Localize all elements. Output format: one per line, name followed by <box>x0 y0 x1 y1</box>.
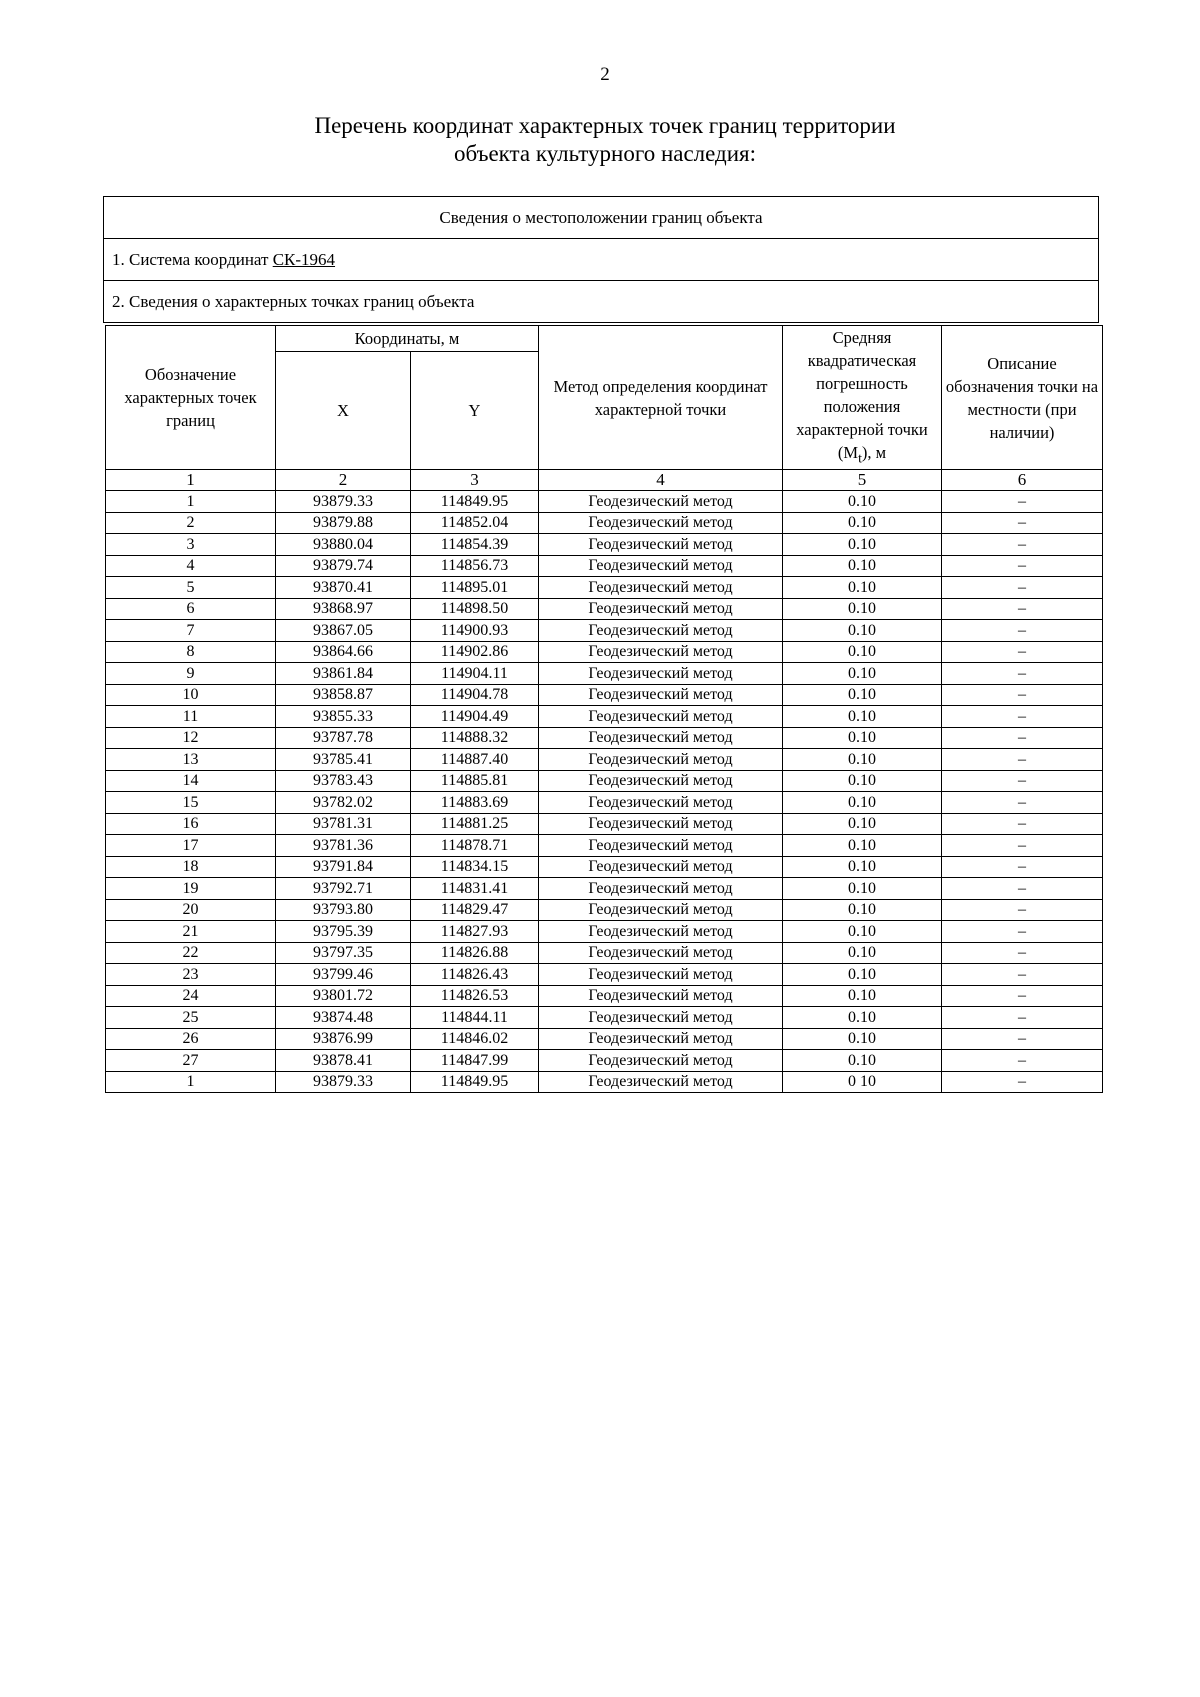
table-row <box>106 835 1103 857</box>
rms-error-cell: 0.10 <box>783 1007 942 1029</box>
table-row <box>106 706 1103 728</box>
x-coordinate-cell: 93795.39 <box>276 921 411 943</box>
y-coordinate-cell: 114849.95 <box>411 1071 539 1093</box>
method-cell: Геодезический метод <box>539 1007 783 1029</box>
y-coordinate-cell: 114900.93 <box>411 620 539 642</box>
rms-error-cell: 0.10 <box>783 663 942 685</box>
object-info-table <box>103 196 1099 323</box>
x-coordinate-cell: 93879.88 <box>276 512 411 534</box>
point-id-cell: 22 <box>106 942 276 964</box>
method-cell: Геодезический метод <box>539 1050 783 1072</box>
description-cell: – <box>942 577 1103 599</box>
method-cell: Геодезический метод <box>539 684 783 706</box>
point-id-cell: 23 <box>106 964 276 986</box>
method-cell: Геодезический метод <box>539 1028 783 1050</box>
method-cell: Геодезический метод <box>539 856 783 878</box>
method-cell: Геодезический метод <box>539 835 783 857</box>
y-coordinate-cell: 114887.40 <box>411 749 539 771</box>
y-coordinate-cell: 114885.81 <box>411 770 539 792</box>
method-cell: Геодезический метод <box>539 512 783 534</box>
y-coordinate-cell: 114844.11 <box>411 1007 539 1029</box>
point-id-cell: 16 <box>106 813 276 835</box>
y-coordinate-cell: 114826.88 <box>411 942 539 964</box>
description-cell: – <box>942 792 1103 814</box>
method-cell: Геодезический метод <box>539 749 783 771</box>
rms-error-cell: 0.10 <box>783 641 942 663</box>
table-row <box>106 792 1103 814</box>
method-cell: Геодезический метод <box>539 964 783 986</box>
table-row <box>106 921 1103 943</box>
description-cell: – <box>942 749 1103 771</box>
description-cell: – <box>942 684 1103 706</box>
x-coordinate-cell: 93879.33 <box>276 491 411 513</box>
rms-error-cell: 0.10 <box>783 921 942 943</box>
table-row <box>106 598 1103 620</box>
table-row <box>106 1050 1103 1072</box>
x-coordinate-cell: 93781.36 <box>276 835 411 857</box>
x-coordinate-cell: 93874.48 <box>276 1007 411 1029</box>
info-header: Сведения о местоположении границ объекта <box>104 197 1099 239</box>
rms-error-cell: 0 10 <box>783 1071 942 1093</box>
y-coordinate-cell: 114831.41 <box>411 878 539 900</box>
x-coordinate-cell: 93787.78 <box>276 727 411 749</box>
description-cell: – <box>942 1007 1103 1029</box>
rms-error-cell: 0.10 <box>783 942 942 964</box>
document-title-line-2: объекта культурного наследия: <box>453 141 757 166</box>
method-cell: Геодезический метод <box>539 942 783 964</box>
point-id-cell: 13 <box>106 749 276 771</box>
column-number: 3 <box>411 470 539 491</box>
header-method: Метод определения координат характерной точки <box>539 326 783 470</box>
rms-error-cell: 0.10 <box>783 684 942 706</box>
rms-error-cell: 0.10 <box>783 727 942 749</box>
point-id-cell: 18 <box>106 856 276 878</box>
table-row <box>106 1028 1103 1050</box>
method-cell: Геодезический метод <box>539 555 783 577</box>
coord-system-value: СК-1964 <box>272 249 336 269</box>
description-cell: – <box>942 491 1103 513</box>
rms-error-cell: 0.10 <box>783 555 942 577</box>
table-row <box>106 1071 1103 1093</box>
rms-error-cell: 0.10 <box>783 706 942 728</box>
header-x: X <box>276 351 411 469</box>
description-cell: – <box>942 985 1103 1007</box>
table-row <box>106 813 1103 835</box>
method-cell: Геодезический метод <box>539 491 783 513</box>
table-row <box>106 727 1103 749</box>
rms-error-cell: 0.10 <box>783 878 942 900</box>
description-cell: – <box>942 835 1103 857</box>
y-coordinate-cell: 114834.15 <box>411 856 539 878</box>
table-row <box>106 663 1103 685</box>
rms-error-cell: 0.10 <box>783 620 942 642</box>
method-cell: Геодезический метод <box>539 878 783 900</box>
x-coordinate-cell: 93791.84 <box>276 856 411 878</box>
x-coordinate-cell: 93783.43 <box>276 770 411 792</box>
x-coordinate-cell: 93864.66 <box>276 641 411 663</box>
description-cell: – <box>942 856 1103 878</box>
point-id-cell: 6 <box>106 598 276 620</box>
table-row <box>106 620 1103 642</box>
y-coordinate-cell: 114849.95 <box>411 491 539 513</box>
point-id-cell: 11 <box>106 706 276 728</box>
x-coordinate-cell: 93797.35 <box>276 942 411 964</box>
point-id-cell: 25 <box>106 1007 276 1029</box>
header-rms-prefix: Средняя квадратическая погрешность положения характерной точки (M <box>796 328 928 462</box>
method-cell: Геодезический метод <box>539 534 783 556</box>
x-coordinate-cell: 93793.80 <box>276 899 411 921</box>
rms-error-cell: 0.10 <box>783 899 942 921</box>
x-coordinate-cell: 93880.04 <box>276 534 411 556</box>
description-cell: – <box>942 964 1103 986</box>
y-coordinate-cell: 114826.53 <box>411 985 539 1007</box>
y-coordinate-cell: 114898.50 <box>411 598 539 620</box>
x-coordinate-cell: 93799.46 <box>276 964 411 986</box>
y-coordinate-cell: 114852.04 <box>411 512 539 534</box>
rms-error-cell: 0.10 <box>783 749 942 771</box>
point-id-cell: 10 <box>106 684 276 706</box>
description-cell: – <box>942 878 1103 900</box>
x-coordinate-cell: 93858.87 <box>276 684 411 706</box>
y-coordinate-cell: 114826.43 <box>411 964 539 986</box>
x-coordinate-cell: 93876.99 <box>276 1028 411 1050</box>
rms-error-cell: 0.10 <box>783 1050 942 1072</box>
table-row <box>106 512 1103 534</box>
y-coordinate-cell: 114856.73 <box>411 555 539 577</box>
method-cell: Геодезический метод <box>539 1071 783 1093</box>
point-id-cell: 8 <box>106 641 276 663</box>
method-cell: Геодезический метод <box>539 770 783 792</box>
table-row <box>106 942 1103 964</box>
table-row <box>106 555 1103 577</box>
y-coordinate-cell: 114904.78 <box>411 684 539 706</box>
points-section-label: 2. Сведения о характерных точках границ объекта <box>104 281 1099 323</box>
description-cell: – <box>942 663 1103 685</box>
column-numbers-row <box>106 470 1103 491</box>
table-row <box>106 856 1103 878</box>
y-coordinate-cell: 114854.39 <box>411 534 539 556</box>
rms-error-cell: 0.10 <box>783 491 942 513</box>
rms-error-cell: 0.10 <box>783 985 942 1007</box>
method-cell: Геодезический метод <box>539 813 783 835</box>
coord-system-label: 1. Система координат <box>112 249 273 269</box>
point-id-cell: 1 <box>106 1071 276 1093</box>
header-coordinates: Координаты, м <box>276 326 539 352</box>
header-designation: Обозначение характерных точек границ <box>106 326 276 470</box>
table-row <box>106 534 1103 556</box>
y-coordinate-cell: 114827.93 <box>411 921 539 943</box>
x-coordinate-cell: 93868.97 <box>276 598 411 620</box>
y-coordinate-cell: 114881.25 <box>411 813 539 835</box>
y-coordinate-cell: 114883.69 <box>411 792 539 814</box>
header-y: Y <box>411 351 539 469</box>
x-coordinate-cell: 93855.33 <box>276 706 411 728</box>
method-cell: Геодезический метод <box>539 727 783 749</box>
table-row <box>106 878 1103 900</box>
points-table <box>105 325 1103 1093</box>
method-cell: Геодезический метод <box>539 577 783 599</box>
method-cell: Геодезический метод <box>539 598 783 620</box>
rms-error-cell: 0.10 <box>783 964 942 986</box>
page-number: 2 <box>600 64 610 85</box>
description-cell: – <box>942 534 1103 556</box>
description-cell: – <box>942 1050 1103 1072</box>
method-cell: Геодезический метод <box>539 921 783 943</box>
point-id-cell: 20 <box>106 899 276 921</box>
x-coordinate-cell: 93792.71 <box>276 878 411 900</box>
column-number: 2 <box>276 470 411 491</box>
coord-system-row <box>104 239 1099 281</box>
y-coordinate-cell: 114847.99 <box>411 1050 539 1072</box>
description-cell: – <box>942 512 1103 534</box>
table-row <box>106 641 1103 663</box>
column-number: 4 <box>539 470 783 491</box>
rms-error-cell: 0.10 <box>783 856 942 878</box>
y-coordinate-cell: 114895.01 <box>411 577 539 599</box>
x-coordinate-cell: 93867.05 <box>276 620 411 642</box>
description-cell: – <box>942 813 1103 835</box>
point-id-cell: 5 <box>106 577 276 599</box>
table-row <box>106 1007 1103 1029</box>
point-id-cell: 2 <box>106 512 276 534</box>
points-table-body <box>106 470 1103 1093</box>
y-coordinate-cell: 114829.47 <box>411 899 539 921</box>
table-row <box>106 491 1103 513</box>
method-cell: Геодезический метод <box>539 641 783 663</box>
rms-error-cell: 0.10 <box>783 598 942 620</box>
y-coordinate-cell: 114904.11 <box>411 663 539 685</box>
x-coordinate-cell: 93781.31 <box>276 813 411 835</box>
column-number: 1 <box>106 470 276 491</box>
table-row <box>106 749 1103 771</box>
x-coordinate-cell: 93870.41 <box>276 577 411 599</box>
column-number: 5 <box>783 470 942 491</box>
rms-error-cell: 0.10 <box>783 577 942 599</box>
method-cell: Геодезический метод <box>539 899 783 921</box>
table-row <box>106 770 1103 792</box>
x-coordinate-cell: 93785.41 <box>276 749 411 771</box>
method-cell: Геодезический метод <box>539 620 783 642</box>
method-cell: Геодезический метод <box>539 985 783 1007</box>
method-cell: Геодезический метод <box>539 663 783 685</box>
point-id-cell: 3 <box>106 534 276 556</box>
document-title <box>0 112 1200 168</box>
column-number: 6 <box>942 470 1103 491</box>
header-rms-error <box>783 326 942 470</box>
table-row <box>106 577 1103 599</box>
table-row <box>106 899 1103 921</box>
y-coordinate-cell: 114846.02 <box>411 1028 539 1050</box>
point-id-cell: 24 <box>106 985 276 1007</box>
description-cell: – <box>942 921 1103 943</box>
description-cell: – <box>942 706 1103 728</box>
x-coordinate-cell: 93782.02 <box>276 792 411 814</box>
description-cell: – <box>942 620 1103 642</box>
point-id-cell: 27 <box>106 1050 276 1072</box>
point-id-cell: 9 <box>106 663 276 685</box>
rms-error-cell: 0.10 <box>783 835 942 857</box>
rms-error-cell: 0.10 <box>783 512 942 534</box>
header-rms-suffix: ), м <box>861 443 887 462</box>
y-coordinate-cell: 114904.49 <box>411 706 539 728</box>
point-id-cell: 26 <box>106 1028 276 1050</box>
point-id-cell: 14 <box>106 770 276 792</box>
point-id-cell: 21 <box>106 921 276 943</box>
y-coordinate-cell: 114888.32 <box>411 727 539 749</box>
rms-error-cell: 0.10 <box>783 792 942 814</box>
description-cell: – <box>942 1028 1103 1050</box>
description-cell: – <box>942 942 1103 964</box>
point-id-cell: 7 <box>106 620 276 642</box>
y-coordinate-cell: 114902.86 <box>411 641 539 663</box>
y-coordinate-cell: 114878.71 <box>411 835 539 857</box>
rms-error-cell: 0.10 <box>783 770 942 792</box>
x-coordinate-cell: 93801.72 <box>276 985 411 1007</box>
description-cell: – <box>942 727 1103 749</box>
method-cell: Геодезический метод <box>539 792 783 814</box>
point-id-cell: 12 <box>106 727 276 749</box>
x-coordinate-cell: 93879.33 <box>276 1071 411 1093</box>
header-description: Описание обозначения точки на местности (при наличии) <box>942 326 1103 470</box>
rms-error-cell: 0.10 <box>783 1028 942 1050</box>
rms-error-cell: 0.10 <box>783 813 942 835</box>
description-cell: – <box>942 1071 1103 1093</box>
method-cell: Геодезический метод <box>539 706 783 728</box>
point-id-cell: 4 <box>106 555 276 577</box>
x-coordinate-cell: 93861.84 <box>276 663 411 685</box>
x-coordinate-cell: 93879.74 <box>276 555 411 577</box>
description-cell: – <box>942 899 1103 921</box>
description-cell: – <box>942 598 1103 620</box>
table-row <box>106 964 1103 986</box>
x-coordinate-cell: 93878.41 <box>276 1050 411 1072</box>
description-cell: – <box>942 770 1103 792</box>
table-row <box>106 684 1103 706</box>
header-rms-subscript: t <box>858 450 862 466</box>
description-cell: – <box>942 641 1103 663</box>
rms-error-cell: 0.10 <box>783 534 942 556</box>
point-id-cell: 1 <box>106 491 276 513</box>
point-id-cell: 19 <box>106 878 276 900</box>
description-cell: – <box>942 555 1103 577</box>
point-id-cell: 17 <box>106 835 276 857</box>
table-row <box>106 985 1103 1007</box>
document-title-line-1: Перечень координат характерных точек границ территории <box>314 113 896 138</box>
point-id-cell: 15 <box>106 792 276 814</box>
